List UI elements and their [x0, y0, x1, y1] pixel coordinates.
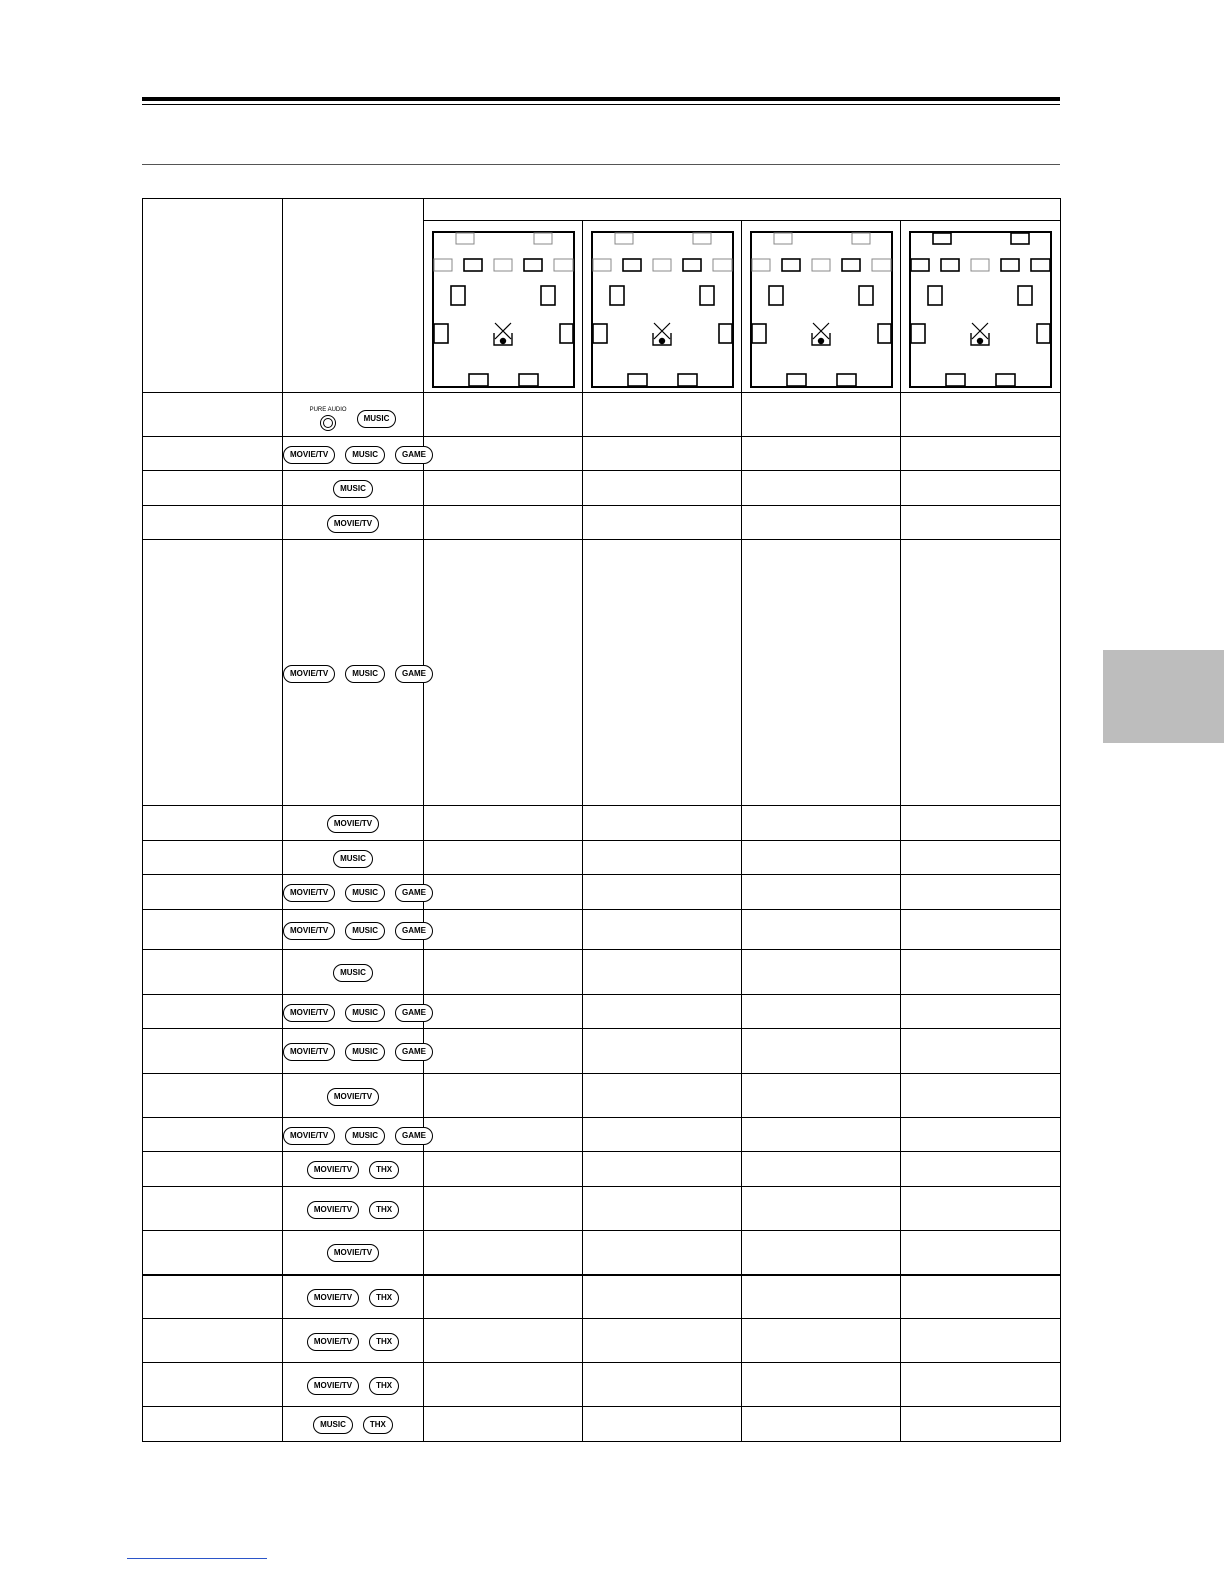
music-button[interactable]: MUSIC [313, 1416, 353, 1434]
button-group [283, 1127, 433, 1145]
mode-name-cell [143, 841, 283, 875]
button-group [327, 815, 379, 833]
remote-button-cell [283, 393, 424, 437]
speaker-layout-value-cell [583, 1074, 742, 1118]
front-right-speaker-icon [842, 259, 860, 271]
speaker-layout-value-cell [424, 1363, 583, 1407]
subwoofer-left-icon [769, 286, 783, 305]
section-side-tab [1103, 650, 1224, 743]
mode-name-cell [143, 393, 283, 437]
music-button[interactable]: MUSIC [345, 446, 385, 464]
mode-name-cell [143, 1319, 283, 1363]
header-rule-thin [142, 104, 1060, 105]
surround-left-speaker-icon [752, 324, 766, 343]
remote-button-cell [283, 1363, 424, 1407]
speaker-layout-value-cell [583, 1407, 742, 1442]
subwoofer-left-icon [928, 286, 942, 305]
surround-left-speaker-icon [593, 324, 607, 343]
speaker-layout-value-cell [901, 910, 1061, 950]
header-mode-cell [143, 199, 283, 393]
music-button[interactable]: MUSIC [345, 884, 385, 902]
mode-name-cell [143, 1407, 283, 1442]
button-group [307, 1333, 399, 1351]
speaker-layout-value-cell [742, 1231, 901, 1275]
header-speaker-layout-cell [424, 199, 1061, 221]
button-group [283, 1043, 433, 1061]
mode-row [143, 1319, 1061, 1363]
room-outline [433, 232, 574, 387]
surround-back-right-speaker-icon [519, 374, 538, 386]
button-group [327, 1088, 379, 1106]
speaker-layout-value-cell [901, 875, 1061, 910]
mode-name-cell [143, 1187, 283, 1231]
music-button[interactable]: MUSIC [345, 1043, 385, 1061]
speaker-layout-value-cell [742, 1319, 901, 1363]
speaker-layout-value-cell [583, 910, 742, 950]
speaker-layout-value-cell [583, 506, 742, 540]
mode-row [143, 806, 1061, 841]
remote-button-cell [283, 950, 424, 995]
speaker-diagram-cell-2 [583, 221, 742, 393]
music-button[interactable]: MUSIC [345, 1127, 385, 1145]
speaker-layout-value-cell [424, 806, 583, 841]
pure-audio-label: PURE AUDIO [309, 407, 347, 413]
speaker-layout-value-cell [742, 437, 901, 471]
front-left-speaker-icon [782, 259, 800, 271]
subwoofer-right-icon [700, 286, 714, 305]
remote-button-cell [283, 1029, 427, 1074]
speaker-layout-diagram [591, 231, 734, 388]
mode-row [143, 995, 1061, 1029]
mode-name-cell [143, 910, 283, 950]
speaker-layout-value-cell [901, 1074, 1061, 1118]
subwoofer-left-icon [451, 286, 465, 305]
mode-row [143, 1152, 1061, 1187]
game-button[interactable]: GAME [395, 665, 433, 683]
subwoofer-right-icon [1018, 286, 1032, 305]
speaker-layout-value-cell [424, 841, 583, 875]
speaker-diagram-cell-4 [901, 221, 1061, 393]
subwoofer-right-icon [859, 286, 873, 305]
front-high-left-speaker-icon [456, 233, 474, 244]
movie-tv-button[interactable]: MOVIE/TV [307, 1161, 359, 1179]
button-group [310, 406, 397, 431]
speaker-layout-value-cell [583, 1231, 742, 1275]
remote-button-cell [283, 875, 427, 910]
center-speaker-icon [494, 259, 512, 271]
speaker-layout-value-cell [583, 1363, 742, 1407]
center-speaker-icon [653, 259, 671, 271]
game-button[interactable]: GAME [395, 884, 433, 902]
button-group [333, 850, 373, 868]
speaker-layout-value-cell [901, 1231, 1061, 1275]
mode-name-cell [143, 950, 283, 995]
front-wide-left-speaker-icon [752, 259, 770, 271]
game-button[interactable]: GAME [395, 1043, 433, 1061]
surround-back-left-speaker-icon [787, 374, 806, 386]
mode-name-cell [143, 1152, 283, 1187]
pure-audio-knob-icon [320, 415, 336, 431]
speaker-layout-value-cell [583, 1319, 742, 1363]
header-rule-thick [142, 97, 1060, 101]
mode-row [143, 841, 1061, 875]
speaker-layout-value-cell [583, 995, 742, 1029]
speaker-layout-value-cell [742, 1074, 901, 1118]
speaker-diagram-cell-3 [742, 221, 901, 393]
front-high-left-speaker-icon [774, 233, 792, 244]
speaker-layout-value-cell [742, 950, 901, 995]
front-left-speaker-icon [464, 259, 482, 271]
speaker-layout-value-cell [424, 506, 583, 540]
remote-button-cell [283, 1074, 424, 1118]
speaker-layout-value-cell [742, 1363, 901, 1407]
mode-name-cell [143, 1363, 283, 1407]
movie-tv-button[interactable]: MOVIE/TV [327, 515, 379, 533]
surround-back-right-speaker-icon [996, 374, 1015, 386]
speaker-layout-diagram [909, 231, 1052, 388]
button-group [327, 515, 379, 533]
speaker-layout-value-cell [901, 950, 1061, 995]
movie-tv-button[interactable]: MOVIE/TV [283, 884, 335, 902]
mode-name-cell [143, 506, 283, 540]
speaker-layout-value-cell [424, 471, 583, 506]
speaker-layout-value-cell [424, 1319, 583, 1363]
button-group [333, 480, 373, 498]
remote-button-cell [283, 910, 427, 950]
speaker-layout-diagram [750, 231, 893, 388]
remote-button-cell [283, 1152, 424, 1187]
room-outline [910, 232, 1051, 387]
speaker-layout-value-cell [742, 841, 901, 875]
room-outline [592, 232, 733, 387]
speaker-layout-value-cell [742, 393, 901, 437]
speaker-layout-value-cell [583, 950, 742, 995]
speaker-layout-value-cell [742, 1275, 901, 1319]
speaker-layout-value-cell [901, 1275, 1061, 1319]
speaker-layout-value-cell [583, 1152, 742, 1187]
front-right-speaker-icon [1001, 259, 1019, 271]
speaker-layout-value-cell [424, 1152, 583, 1187]
remote-button-cell [283, 540, 427, 806]
music-button[interactable]: MUSIC [357, 410, 397, 428]
movie-tv-button[interactable]: MOVIE/TV [283, 1127, 335, 1145]
thx-button[interactable]: THX [369, 1333, 399, 1351]
table-header-row [143, 199, 1061, 221]
speaker-layout-value-cell [583, 471, 742, 506]
speaker-layout-value-cell [583, 540, 742, 806]
music-button[interactable]: MUSIC [345, 665, 385, 683]
mode-row [143, 1029, 1061, 1074]
speaker-layout-value-cell [901, 1319, 1061, 1363]
mode-name-cell [143, 875, 283, 910]
mode-row [143, 393, 1061, 437]
header-button-cell [283, 199, 424, 393]
room-outline [751, 232, 892, 387]
speaker-layout-value-cell [583, 806, 742, 841]
speaker-layout-value-cell [901, 1029, 1061, 1074]
movie-tv-button[interactable]: MOVIE/TV [307, 1201, 359, 1219]
movie-tv-button[interactable]: MOVIE/TV [283, 1004, 335, 1022]
front-high-left-speaker-icon [933, 233, 951, 244]
speaker-layout-value-cell [583, 841, 742, 875]
game-button[interactable]: GAME [395, 1004, 433, 1022]
speaker-layout-value-cell [742, 806, 901, 841]
speaker-layout-value-cell [901, 1363, 1061, 1407]
music-button[interactable]: MUSIC [333, 850, 373, 868]
speaker-layout-value-cell [901, 995, 1061, 1029]
button-group [307, 1161, 399, 1179]
thx-button[interactable]: THX [363, 1416, 393, 1434]
center-speaker-icon [812, 259, 830, 271]
speaker-layout-value-cell [424, 1407, 583, 1442]
speaker-layout-value-cell [583, 1029, 742, 1074]
mode-name-cell [143, 437, 283, 471]
speaker-layout-value-cell [424, 393, 583, 437]
remote-button-cell [283, 437, 427, 471]
speaker-layout-value-cell [424, 1029, 583, 1074]
movie-tv-button[interactable]: MOVIE/TV [327, 1244, 379, 1262]
surround-left-speaker-icon [434, 324, 448, 343]
speaker-layout-value-cell [901, 841, 1061, 875]
speaker-layout-value-cell [583, 437, 742, 471]
speaker-layout-value-cell [742, 471, 901, 506]
mode-row [143, 471, 1061, 506]
button-group [283, 922, 433, 940]
speaker-layout-value-cell [424, 950, 583, 995]
listening-mode-table [142, 198, 1061, 1442]
mode-name-cell [143, 471, 283, 506]
speaker-layout-value-cell [424, 910, 583, 950]
mode-row [143, 1187, 1061, 1231]
speaker-layout-diagram [432, 231, 575, 388]
front-wide-right-speaker-icon [713, 259, 732, 271]
button-group [283, 1004, 433, 1022]
surround-back-left-speaker-icon [628, 374, 647, 386]
center-speaker-icon [971, 259, 989, 271]
movie-tv-button[interactable]: MOVIE/TV [327, 1088, 379, 1106]
thx-button[interactable]: THX [369, 1201, 399, 1219]
button-group [313, 1416, 393, 1434]
speaker-layout-value-cell [742, 910, 901, 950]
speaker-layout-value-cell [901, 1187, 1061, 1231]
mode-row [143, 1363, 1061, 1407]
mode-name-cell [143, 1074, 283, 1118]
mode-row [143, 540, 1061, 806]
front-right-speaker-icon [683, 259, 701, 271]
movie-tv-button[interactable]: MOVIE/TV [283, 922, 335, 940]
speaker-layout-value-cell [583, 1275, 742, 1319]
remote-button-cell [283, 471, 424, 506]
remote-button-cell [283, 1275, 424, 1319]
speaker-layout-value-cell [901, 540, 1061, 806]
movie-tv-button[interactable]: MOVIE/TV [327, 815, 379, 833]
game-button[interactable]: GAME [395, 922, 433, 940]
speaker-layout-value-cell [424, 875, 583, 910]
surround-right-speaker-icon [1037, 324, 1050, 343]
mode-row [143, 1074, 1061, 1118]
speaker-layout-value-cell [424, 1187, 583, 1231]
remote-button-cell [283, 1187, 424, 1231]
speaker-layout-value-cell [901, 1407, 1061, 1442]
mode-name-cell [143, 1231, 283, 1275]
speaker-layout-value-cell [901, 393, 1061, 437]
mode-name-cell [143, 1029, 283, 1074]
speaker-layout-value-cell [901, 471, 1061, 506]
music-button[interactable]: MUSIC [345, 1004, 385, 1022]
music-button[interactable]: MUSIC [333, 480, 373, 498]
thx-button[interactable]: THX [369, 1377, 399, 1395]
speaker-layout-value-cell [583, 1187, 742, 1231]
speaker-layout-value-cell [583, 1118, 742, 1152]
movie-tv-button[interactable]: MOVIE/TV [283, 665, 335, 683]
speaker-layout-value-cell [583, 393, 742, 437]
mode-name-cell [143, 1118, 283, 1152]
speaker-layout-value-cell [424, 1275, 583, 1319]
mode-name-cell [143, 540, 283, 806]
front-high-right-speaker-icon [534, 233, 552, 244]
remote-button-cell [283, 995, 427, 1029]
mode-row [143, 437, 1061, 471]
speaker-layout-value-cell [424, 1118, 583, 1152]
speaker-layout-value-cell [901, 806, 1061, 841]
speaker-layout-value-cell [424, 540, 583, 806]
surround-back-left-speaker-icon [946, 374, 965, 386]
pure-audio-button[interactable] [310, 406, 347, 431]
remote-button-cell [283, 1118, 427, 1152]
speaker-layout-value-cell [424, 1074, 583, 1118]
movie-tv-button[interactable]: MOVIE/TV [307, 1289, 359, 1307]
button-group [307, 1289, 399, 1307]
surround-back-right-speaker-icon [678, 374, 697, 386]
remote-button-cell [283, 1407, 424, 1442]
front-wide-right-speaker-icon [554, 259, 573, 271]
speaker-layout-value-cell [901, 1118, 1061, 1152]
button-group [307, 1377, 399, 1395]
movie-tv-button[interactable]: MOVIE/TV [307, 1377, 359, 1395]
subwoofer-left-icon [610, 286, 624, 305]
remote-button-cell [283, 1231, 424, 1275]
section-rule [142, 164, 1060, 165]
speaker-layout-value-cell [742, 1029, 901, 1074]
footer-link-rule [127, 1558, 267, 1559]
remote-button-cell [283, 506, 424, 540]
speaker-layout-value-cell [742, 875, 901, 910]
surround-left-speaker-icon [911, 324, 925, 343]
mode-row [143, 1118, 1061, 1152]
speaker-layout-value-cell [901, 1152, 1061, 1187]
button-group [333, 964, 373, 982]
surround-right-speaker-icon [560, 324, 573, 343]
speaker-layout-value-cell [424, 437, 583, 471]
speaker-layout-value-cell [742, 1152, 901, 1187]
button-group [283, 665, 433, 683]
front-wide-left-speaker-icon [434, 259, 452, 271]
surround-back-right-speaker-icon [837, 374, 856, 386]
game-button[interactable]: GAME [395, 1127, 433, 1145]
front-wide-left-speaker-icon [593, 259, 611, 271]
front-high-right-speaker-icon [852, 233, 870, 244]
button-group [283, 446, 433, 464]
mode-row [143, 1275, 1061, 1319]
front-left-speaker-icon [623, 259, 641, 271]
speaker-layout-value-cell [901, 437, 1061, 471]
mode-row [143, 950, 1061, 995]
music-button[interactable]: MUSIC [345, 922, 385, 940]
button-group [327, 1244, 379, 1262]
speaker-layout-value-cell [424, 995, 583, 1029]
speaker-diagram-cell-1 [424, 221, 583, 393]
movie-tv-button[interactable]: MOVIE/TV [283, 1043, 335, 1061]
speaker-layout-value-cell [742, 1407, 901, 1442]
speaker-layout-value-cell [742, 995, 901, 1029]
mode-row [143, 506, 1061, 540]
mode-name-cell [143, 1275, 283, 1319]
button-group [307, 1201, 399, 1219]
speaker-layout-value-cell [424, 1231, 583, 1275]
speaker-layout-value-cell [742, 506, 901, 540]
speaker-layout-value-cell [742, 1118, 901, 1152]
front-high-left-speaker-icon [615, 233, 633, 244]
front-wide-left-speaker-icon [911, 259, 929, 271]
music-button[interactable]: MUSIC [333, 964, 373, 982]
remote-button-cell [283, 841, 424, 875]
mode-row [143, 875, 1061, 910]
mode-row [143, 1231, 1061, 1275]
speaker-layout-value-cell [583, 875, 742, 910]
thx-button[interactable]: THX [369, 1289, 399, 1307]
front-wide-right-speaker-icon [1031, 259, 1050, 271]
remote-button-cell [283, 1319, 424, 1363]
movie-tv-button[interactable]: MOVIE/TV [283, 446, 335, 464]
thx-button[interactable]: THX [369, 1161, 399, 1179]
movie-tv-button[interactable]: MOVIE/TV [307, 1333, 359, 1351]
front-right-speaker-icon [524, 259, 542, 271]
mode-row [143, 910, 1061, 950]
mode-name-cell [143, 806, 283, 841]
mode-name-cell [143, 995, 283, 1029]
mode-row [143, 1407, 1061, 1442]
front-left-speaker-icon [941, 259, 959, 271]
speaker-layout-value-cell [901, 506, 1061, 540]
front-high-right-speaker-icon [1011, 233, 1029, 244]
front-high-right-speaker-icon [693, 233, 711, 244]
game-button[interactable]: GAME [395, 446, 433, 464]
remote-button-cell [283, 806, 424, 841]
speaker-layout-value-cell [742, 540, 901, 806]
subwoofer-right-icon [541, 286, 555, 305]
surround-right-speaker-icon [878, 324, 891, 343]
surround-back-left-speaker-icon [469, 374, 488, 386]
mode-rows [143, 393, 1061, 1442]
surround-right-speaker-icon [719, 324, 732, 343]
speaker-layout-value-cell [742, 1187, 901, 1231]
button-group [283, 884, 433, 902]
front-wide-right-speaker-icon [872, 259, 891, 271]
